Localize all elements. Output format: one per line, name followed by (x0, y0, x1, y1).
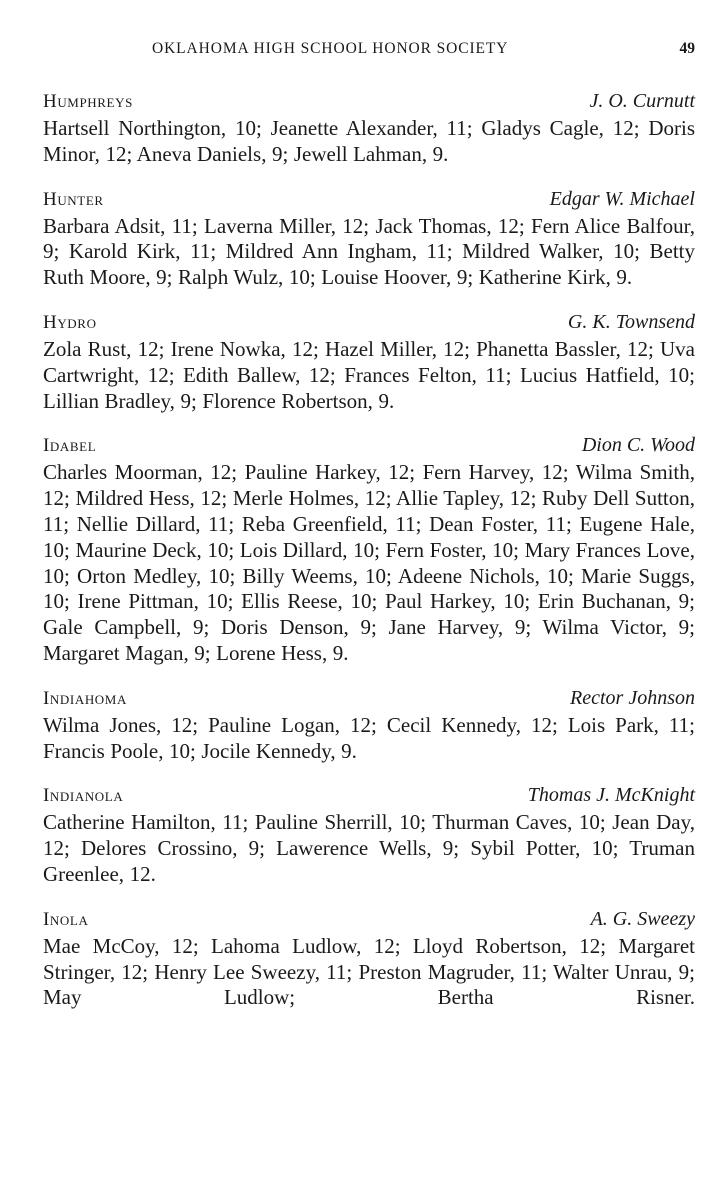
school-name: Hydro (43, 311, 97, 333)
entry-heading (43, 683, 695, 713)
entry-heading (43, 904, 695, 934)
school-name: Idabel (43, 435, 97, 457)
entry-heading (43, 307, 695, 337)
school-entry-indiahoma (43, 683, 695, 765)
sponsor-name: Edgar W. Michael (549, 187, 695, 210)
sponsor-name: A. G. Sweezy (590, 907, 695, 930)
school-entry-hunter (43, 184, 695, 291)
school-name: Hunter (43, 188, 104, 210)
running-head (40, 40, 695, 64)
school-name: Humphreys (43, 91, 133, 112)
school-entry-hydro (43, 307, 695, 414)
school-entry-humphreys (43, 86, 695, 168)
school-entry-indianola (43, 780, 695, 887)
member-list: Catherine Hamilton, 11; Pauline Sherrill, 10; Thurman Caves, 10; Jean Day, 12; Delores Crossino, 9; Lawerence Wells, 9; Sybil Potter, 10; Truman Greenlee, 12. (43, 810, 695, 886)
school-name: Indiahoma (43, 687, 127, 709)
school-name: Indianola (43, 785, 124, 807)
school-entry-idabel (43, 430, 695, 666)
sponsor-name: J. O. Curnutt (589, 90, 695, 112)
entry-heading (43, 780, 695, 810)
entry-heading (43, 184, 695, 214)
member-list: Zola Rust, 12; Irene Nowka, 12; Hazel Miller, 12; Phanetta Bassler, 12; Uva Cartwright, 12; Edith Ballew, 12; Frances Felton, 11; Lucius Hatfield, 10; Lillian Bradley, 9; Florence Robertson, 9. (43, 336, 695, 413)
school-name: Inola (43, 908, 89, 930)
member-list: Hartsell Northington, 10; Jeanette Alexander, 11; Gladys Cagle, 12; Doris Minor, 12; Aneva Daniels, 9; Jewell Lahman, 9. (43, 116, 695, 166)
member-list: Wilma Jones, 12; Pauline Logan, 12; Cecil Kennedy, 12; Lois Park, 11; Francis Poole, 10; Jocile Kennedy, 9. (43, 712, 695, 763)
sponsor-name: Thomas J. McKnight (527, 784, 695, 807)
sponsor-name: G. K. Townsend (567, 310, 695, 333)
member-list: Mae McCoy, 12; Lahoma Ludlow, 12; Lloyd Robertson, 12; Margaret Stringer, 12; Henry Lee Sweezy, 11; Preston Magruder, 11; Walter Unrau, 9; May Ludlow; Bertha Risner. (43, 933, 695, 1010)
entry-heading (43, 430, 695, 460)
page-number: 49 (679, 40, 695, 57)
member-list: Charles Moorman, 12; Pauline Harkey, 12; Fern Harvey, 12; Wilma Smith, 12; Mildred Hess, 12; Merle Holmes, 12; Allie Tapley, 12; Ruby Dell Sutton, 11; Nellie Dillard, 11; Reba Greenfield, 11; Dean Foster, 11; Eugene Hale, 10; Maurine Deck, 10; Lois Dillard, 10; Fern Foster, 10; Mary Frances Love, 10; Orton Medley, 10; Billy Weems, 10; Adeene Nichols, 10; Marie Suggs, 10; Irene Pittman, 10; Ellis Reese, 10; Paul Harkey, 10; Erin Buchanan, 9; Gale Campbell, 9; Doris Denson, 9; Jane Harvey, 9; Wilma Victor, 9; Margaret Magan, 9; Lorene Hess, 9. (43, 460, 695, 665)
running-title: OKLAHOMA HIGH SCHOOL HONOR SOCIETY (152, 40, 509, 57)
sponsor-name: Rector Johnson (570, 686, 695, 709)
sponsor-name: Dion C. Wood (581, 434, 695, 457)
school-entry-inola (43, 904, 695, 1011)
member-list: Barbara Adsit, 11; Laverna Miller, 12; Jack Thomas, 12; Fern Alice Balfour, 9; Karold Kirk, 11; Mildred Ann Ingham, 11; Mildred Walker, 10; Betty Ruth Moore, 9; Ralph Wulz, 10; Louise Hoover, 9; Katherine Kirk, 9. (43, 213, 695, 290)
entry-heading (43, 86, 695, 116)
school-entries (43, 86, 695, 1027)
